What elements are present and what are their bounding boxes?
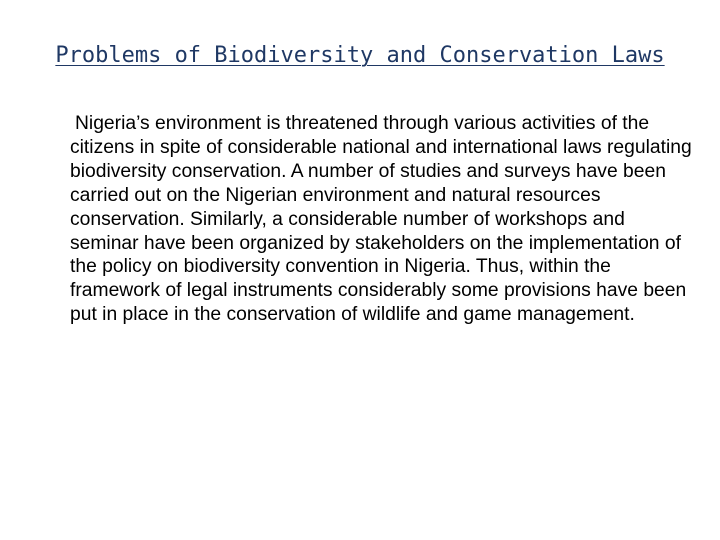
- slide-body-text: Nigeria’s environment is threatened through various activities of the citizens in spite of considerable national and international laws regulating biodiversity conservation. A number of studies and surveys have been carried out on the Nigerian environment and natural resources conservation. Similarly, a considerable number of workshops and seminar have been organized by stakeholders on the implementation of the policy on biodiversity convention in Nigeria. Thus, within the framework of legal instruments considerably some provisions have been put in place in the conservation of wildlife and game management.: [70, 113, 692, 326]
- slide-title: Problems of Biodiversity and Conservation Laws: [55, 43, 665, 68]
